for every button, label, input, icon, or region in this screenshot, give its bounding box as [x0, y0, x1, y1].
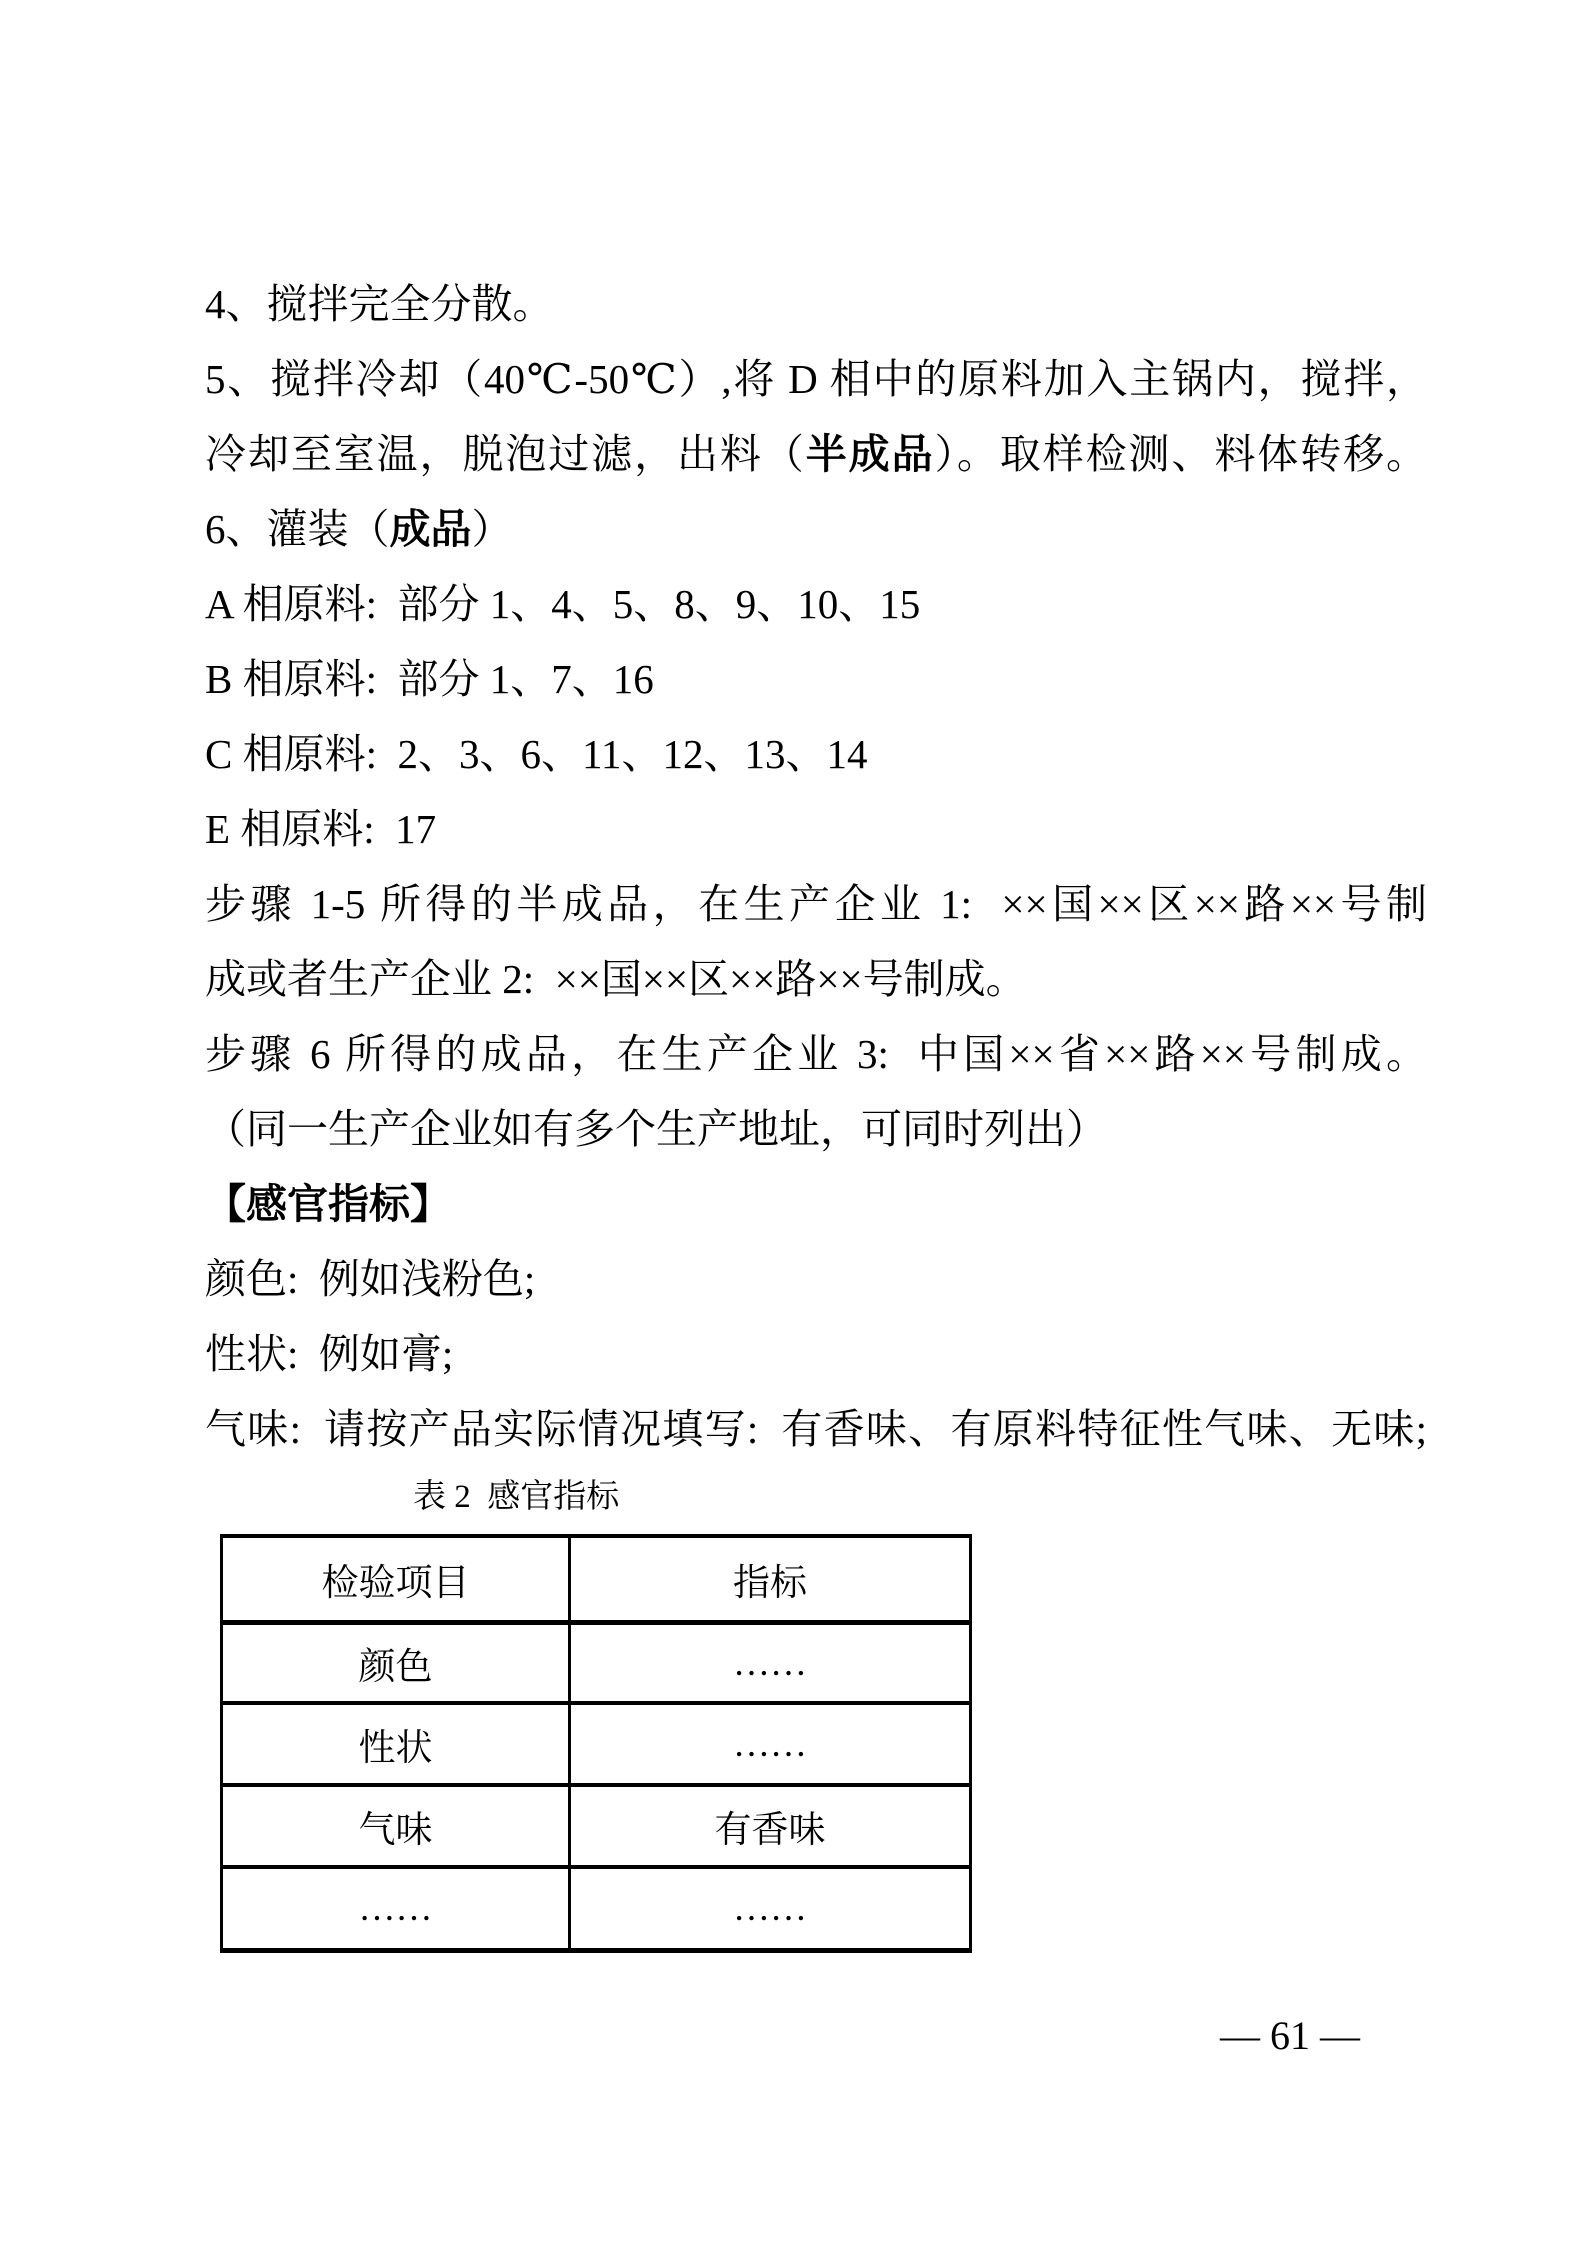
- line-color-text: 颜色: 例如浅粉色;: [205, 1256, 536, 1302]
- line-step5-cont-post: ）。取样检测、料体转移。: [934, 431, 1428, 477]
- table-cell-value: ……: [570, 1703, 971, 1785]
- line-step6-bold: 成品: [389, 506, 472, 552]
- line-phase-b: [205, 653, 1427, 705]
- line-step6: [205, 503, 1427, 555]
- line-note-multiple-addresses: [205, 1103, 1427, 1155]
- line-semiproduct-enterprise2-text: 成或者生产企业 2: ××国××区××路××号制成。: [205, 956, 1027, 1002]
- table-cell-item: 气味: [222, 1785, 570, 1867]
- line-phase-a: [205, 578, 1427, 630]
- line-texture: [205, 1328, 1427, 1380]
- line-step5-cont-pre: 冷却至室温，脱泡过滤，出料（: [205, 431, 806, 477]
- line-semiproduct-enterprise2: [205, 953, 1427, 1005]
- table-row: [222, 1623, 971, 1704]
- line-finished-enterprise3: [205, 1028, 1427, 1080]
- line-note-multiple-addresses-text: （同一生产企业如有多个生产地址，可同时列出）: [205, 1106, 1107, 1152]
- table-cell-value: 有香味: [570, 1785, 971, 1867]
- line-step5-continued: [205, 428, 1427, 480]
- table-header-row: [222, 1536, 971, 1623]
- line-step6-post: ）: [471, 506, 513, 552]
- line-phase-e: [205, 803, 1427, 855]
- line-finished-enterprise3-text: 步骤 6 所得的成品，在生产企业 3: 中国××省××路××号制成。: [205, 1031, 1427, 1077]
- line-step5-text: 5、搅拌冷却（40℃-50℃）,将 D 相中的原料加入主锅内，搅拌，: [205, 356, 1427, 402]
- line-phase-e-text: E 相原料: 17: [205, 806, 437, 852]
- line-phase-a-text: A 相原料: 部分 1、4、5、8、9、10、15: [205, 581, 921, 627]
- table-cell-value: ……: [570, 1623, 971, 1704]
- line-step5-cont-bold: 半成品: [805, 431, 935, 477]
- line-texture-text: 性状: 例如膏;: [205, 1331, 454, 1377]
- table-header-item: 检验项目: [222, 1536, 570, 1623]
- line-color: [205, 1253, 1427, 1305]
- heading-sensory-index: [205, 1178, 1427, 1230]
- line-semiproduct-enterprise1: [205, 878, 1427, 930]
- page-number: — 61 —: [1220, 2013, 1360, 2058]
- table2-caption: 表 2 感官指标: [413, 1479, 620, 1515]
- table-header-index: 指标: [570, 1536, 971, 1623]
- line-step4-text: 4、搅拌完全分散。: [205, 281, 554, 327]
- line-odor: [205, 1403, 1427, 1455]
- line-phase-c: [205, 728, 1427, 780]
- line-step4: [205, 278, 1427, 330]
- heading-sensory-index-text: 【感官指标】: [205, 1181, 451, 1227]
- table-cell-item: 性状: [222, 1703, 570, 1785]
- line-step5: [205, 353, 1427, 405]
- table-cell-value: ……: [570, 1867, 971, 1951]
- sensory-index-table: [220, 1534, 972, 1953]
- line-step6-pre: 6、灌装（: [205, 506, 390, 552]
- table-row: [222, 1867, 971, 1951]
- line-phase-c-text: C 相原料: 2、3、6、11、12、13、14: [205, 731, 868, 777]
- line-semiproduct-enterprise1-text: 步骤 1-5 所得的半成品，在生产企业 1: ××国××区××路××号制: [205, 881, 1427, 927]
- line-odor-text: 气味: 请按产品实际情况填写: 有香味、有原料特征性气味、无味;: [205, 1406, 1427, 1452]
- line-phase-b-text: B 相原料: 部分 1、7、16: [205, 656, 654, 702]
- table-row: [222, 1785, 971, 1867]
- table-cell-item: ……: [222, 1867, 570, 1951]
- table-row: [222, 1703, 971, 1785]
- table-cell-item: 颜色: [222, 1623, 570, 1704]
